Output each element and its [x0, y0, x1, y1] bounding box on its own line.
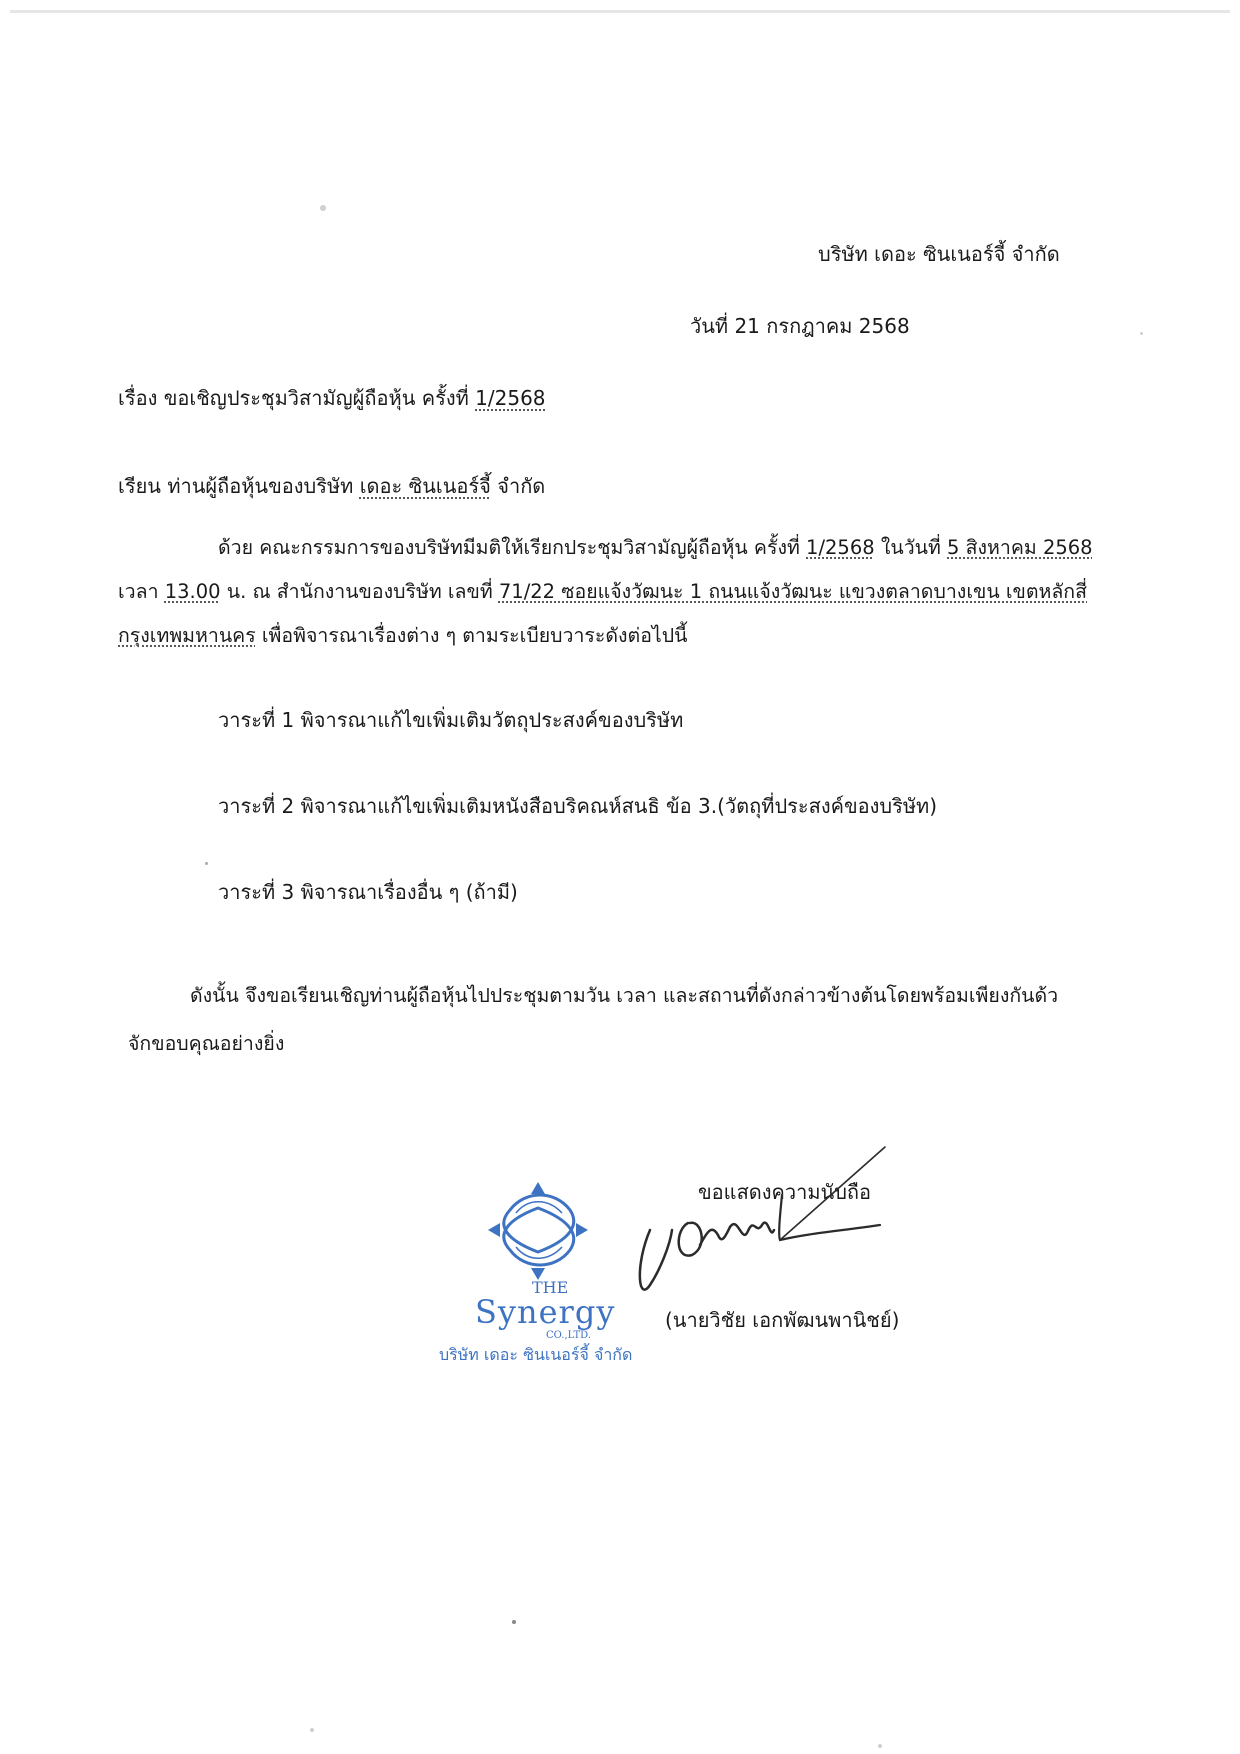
body-line-3	[118, 622, 687, 650]
closing-line-1: ดังนั้น จึงขอเรียนเชิญท่านผู้ถือหุ้นไปประชุมตามวัน เวลา และสถานที่ดังกล่าวข้างต้นโดยพร้อมเพียงกันด้ว	[190, 984, 1059, 1007]
closing-line-2: จักขอบคุณอย่างยิ่ง	[128, 1032, 285, 1055]
agenda-item-2: วาระที่ 2 พิจารณาแก้ไขเพิ่มเติมหนังสือบริคณห์สนธิ ข้อ 3.(วัตถุที่ประสงค์ของบริษัท)	[218, 794, 938, 818]
body-text: เพื่อพิจารณาเรื่องต่าง ๆ ตามระเบียบวาระดังต่อไปนี้	[255, 624, 688, 647]
salutation-company: เดอะ ซินเนอร์จี้	[359, 474, 491, 498]
scan-speck	[320, 205, 326, 211]
scan-speck	[1140, 332, 1143, 335]
agenda-item-1: วาระที่ 1 พิจารณาแก้ไขเพิ่มเติมวัตถุประสงค์ของบริษัท	[218, 708, 684, 732]
subject-number: 1/2568	[475, 386, 546, 410]
body-line-2	[118, 578, 1087, 606]
salutation-suffix: จำกัด	[490, 474, 546, 498]
meeting-city: กรุงเทพมหานคร	[118, 624, 256, 647]
company-logo-icon	[430, 1180, 670, 1370]
meeting-time: 13.00	[164, 580, 221, 603]
scan-speck	[205, 862, 208, 865]
body-text: ในวันที่	[874, 536, 948, 559]
meeting-number: 1/2568	[806, 536, 875, 559]
meeting-address: 71/22 ซอยแจ้งวัฒนะ 1 ถนนแจ้งวัฒนะ แขวงตลาดบางเขน เขตหลักสี่	[498, 580, 1088, 603]
subject-line	[118, 384, 546, 412]
body-line-1	[218, 534, 1093, 562]
logo-the-text: THE	[532, 1278, 569, 1297]
logo-brand-name: Synergy	[475, 1293, 616, 1331]
letter-date: วันที่ 21 กรกฎาคม 2568	[690, 314, 910, 338]
logo-thai-name: บริษัท เดอะ ซินเนอร์จี้ จำกัด	[439, 1345, 633, 1364]
body-text: ด้วย คณะกรรมการของบริษัทมีมติให้เรียกประชุมวิสามัญผู้ถือหุ้น ครั้งที่	[218, 536, 807, 559]
salutation-label: เรียน ท่านผู้ถือหุ้นของบริษัท	[118, 474, 360, 498]
subject-label: เรื่อง ขอเชิญประชุมวิสามัญผู้ถือหุ้น ครั้งที่	[118, 386, 476, 410]
salutation-line	[118, 472, 545, 500]
scan-speck	[878, 1744, 882, 1748]
meeting-date: 5 สิงหาคม 2568	[947, 536, 1093, 559]
company-header: บริษัท เดอะ ซินเนอร์จี้ จำกัด	[818, 242, 1060, 266]
regards-text: ขอแสดงความนับถือ	[698, 1180, 872, 1204]
body-text: เวลา	[118, 580, 165, 603]
signer-name: (นายวิชัย เอกพัฒนพานิชย์)	[665, 1308, 900, 1332]
scan-speck	[310, 1728, 314, 1732]
logo-co-text: CO.,LTD.	[546, 1330, 591, 1341]
scan-speck	[512, 1620, 516, 1624]
body-text: น. ณ สำนักงานของบริษัท เลขที่	[220, 580, 499, 603]
scan-edge-line	[10, 10, 1230, 13]
agenda-item-3: วาระที่ 3 พิจารณาเรื่องอื่น ๆ (ถ้ามี)	[218, 880, 518, 904]
